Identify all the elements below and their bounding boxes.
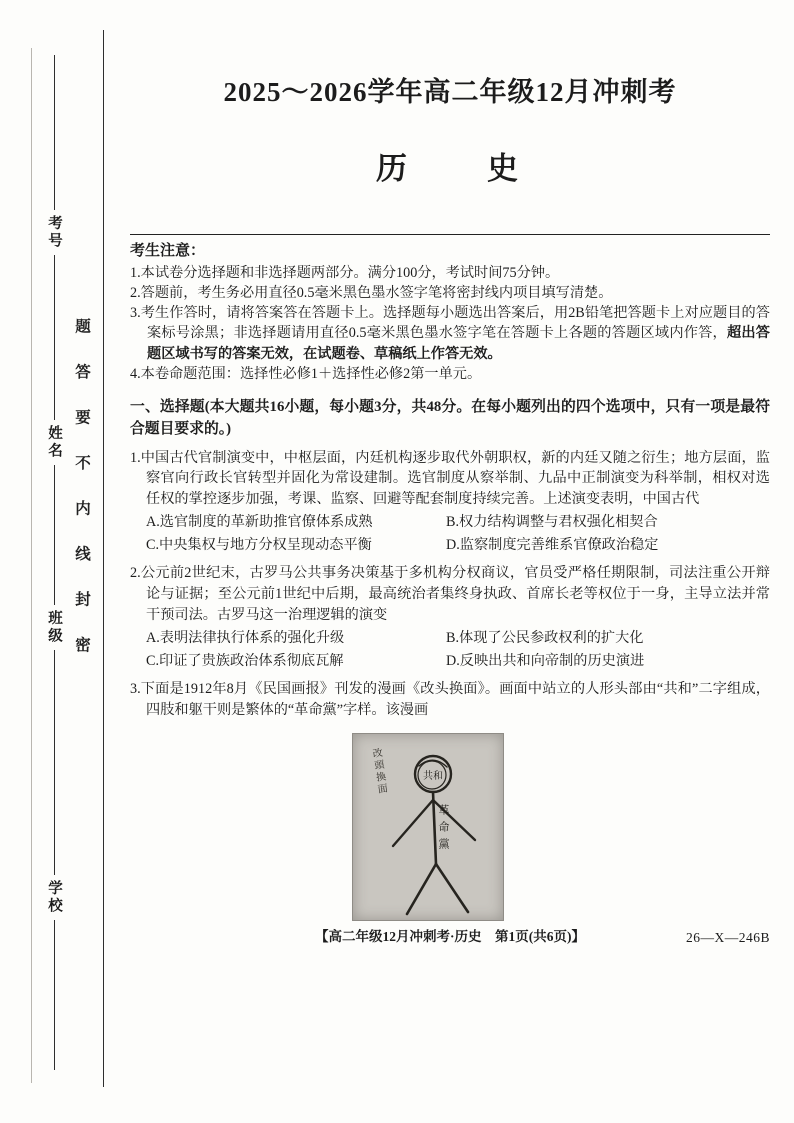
field-label-school: 学校 [46,880,62,915]
field-label-class: 班级 [46,610,62,645]
page-footer [130,928,770,947]
write-blank-line [54,920,55,1070]
option-a: A.选官制度的革新助推官僚体系成熟 [146,513,373,530]
candidate-notice-section [130,234,770,384]
cartoon-body-text: 革命黨 [437,803,449,855]
notice-item [130,263,770,283]
option-c: C.中央集权与地方分权呈现动态平衡 [146,537,372,554]
notice-item [130,283,770,303]
seal-text-vertical: 题答要不内线封密 [73,318,90,682]
question-1 [130,448,770,557]
field-label-name: 姓名 [46,425,62,460]
cartoon-handwritten-label: 改頭換面 [369,746,388,797]
notice-item-text: 2.答题前，考生务必用直径0.5毫米黑色墨水签字笔将密封线内项目填写清楚。 [130,284,613,301]
question-1-options [130,512,770,557]
question-2 [130,563,770,672]
write-blank-line [54,55,55,210]
footer-page-info: 【高二年级12月冲刺考·历史 第1页(共6页)】 [315,928,585,944]
scan-edge-line [31,48,32,1083]
option-d: D.监察制度完善维系官僚政治稳定 [446,537,659,554]
footer-paper-code: 26—X—246B [685,929,770,945]
write-blank-line [54,255,55,420]
exam-content [130,0,770,947]
question-3-stem: 3.下面是1912年8月《民国画报》刊发的漫画《改头换面》。画面中站立的人形头部由“共和”二字组成，四肢和躯干则是繁体的“革命黨”字样。该漫画 [130,681,770,718]
seal-margin-fields [44,55,65,1070]
option-d: D.反映出共和向帝制的历史演进 [446,652,645,669]
notice-item [130,364,770,384]
question-2-stem: 2.公元前2世纪末，古罗马公共事务决策基于多机构分权商议，官员受严格任期限制，司法注重公开辩论与证据；至公元前1世纪中后期，最高统治者集终身执政、首席长老等权位于一身，主导立法并常干预司法。古罗马这一治理逻辑的演变 [130,565,770,623]
cartoon-head-text: 共和 [423,770,443,782]
notice-item [130,303,770,364]
write-blank-line [54,650,55,875]
question-2-options [130,628,770,673]
cartoon-image [352,733,504,921]
stick-figure-drawing [353,734,505,922]
notice-item-text: 1.本试卷分选择题和非选择题两部分。满分100分，考试时间75分钟。 [130,264,560,281]
question-1-stem: 1.中国古代官制演变中，中枢层面，内廷机构逐步取代外朝职权，新的内廷又随之衍生；地方层面，监察官向行政长官转型并固化为常设建制。选官制度从察举制、九品中正制演变为科举制，相权对选任权的掌控逐步加强，考课、监察、回避等配套制度持续完善。上述演变表明，中国古代 [130,449,770,508]
option-b: B.体现了公民参政权利的扩大化 [446,629,644,646]
write-blank-line [54,465,55,605]
option-c: C.印证了贵族政治体系彻底瓦解 [146,652,344,669]
option-b: B.权力结构调整与君权强化相契合 [446,513,658,530]
seal-fold-line [103,30,104,1087]
notice-item-text: 4.本卷命题范围：选择性必修1＋选择性必修2第一单元。 [130,365,482,382]
exam-title: 2025～2026学年高二年级12月冲刺考 [223,77,677,107]
notice-item-bold-text: 超出答题区域书写的答案无效，在试题卷、草稿纸上作答无效。 [147,325,770,362]
notice-item-text: 3.考生作答时，请将答案答在答题卡上。选择题每小题选出答案后，用2B铅笔把答题卡上对应题目的答案标号涂黑；非选择题请用直径0.5毫米黑色墨水签字笔在答题卡上各题的答题区域内作答， [130,305,770,342]
question-3 [130,679,770,720]
field-label-exam-number: 考号 [46,215,62,250]
exam-subject: 历 史 [376,151,524,186]
notice-heading: 考生注意： [130,243,206,259]
section-heading-multiple-choice: 一、选择题(本大题共16小题，每小题3分，共48分。在每小题列出的四个选项中，只有一项是最符合题目要求的。) [130,399,770,438]
option-a: A.表明法律执行体系的强化升级 [146,629,345,646]
